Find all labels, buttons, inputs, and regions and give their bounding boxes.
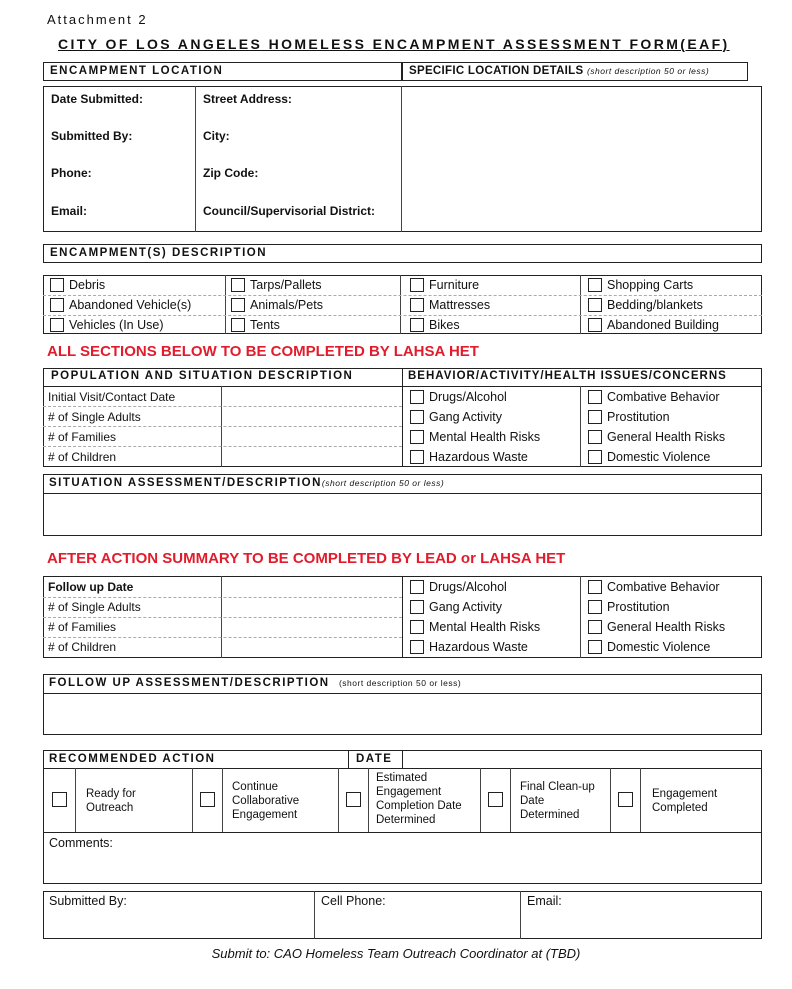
gang-option[interactable] — [410, 410, 502, 424]
vehicles-in-use-label: Vehicles (In Use) — [69, 318, 164, 332]
after-domestic-violence-label: Domestic Violence — [607, 640, 711, 654]
engagement-completed-checkbox[interactable] — [618, 792, 633, 807]
after-gang-label: Gang Activity — [429, 600, 502, 614]
estimated-line2: Engagement — [376, 786, 442, 798]
mental-health-option[interactable] — [410, 430, 540, 444]
after-domestic-violence-option[interactable] — [588, 640, 710, 654]
shopping-carts-option[interactable] — [588, 278, 693, 292]
hazardous-waste-label: Hazardous Waste — [429, 450, 528, 464]
tarps-option[interactable] — [231, 278, 322, 292]
domestic-violence-checkbox[interactable] — [588, 450, 602, 464]
prostitution-label: Prostitution — [607, 410, 670, 424]
animals-checkbox[interactable] — [231, 298, 245, 312]
mental-health-checkbox[interactable] — [410, 430, 424, 444]
debris-checkbox[interactable] — [50, 278, 64, 292]
location-details-note: (short description 50 or less) — [586, 66, 710, 76]
abandoned-building-option[interactable] — [588, 318, 719, 332]
after-combative-label: Combative Behavior — [607, 580, 720, 594]
combative-label: Combative Behavior — [607, 390, 720, 404]
final-cleanup-label — [520, 780, 595, 822]
bikes-checkbox[interactable] — [410, 318, 424, 332]
submitted-by-label: Submitted By: — [51, 129, 133, 143]
after-general-health-option[interactable] — [588, 620, 725, 634]
vehicles-in-use-checkbox[interactable] — [50, 318, 64, 332]
final-line3: Determined — [520, 809, 580, 821]
behavior-header: BEHAVIOR/ACTIVITY/HEALTH ISSUES/CONCERNS — [408, 370, 727, 382]
location-details-label: SPECIFIC LOCATION DETAILS — [409, 65, 584, 77]
email-label: Email: — [51, 204, 88, 218]
mattresses-label: Mattresses — [429, 298, 491, 312]
after-drugs-checkbox[interactable] — [410, 580, 424, 594]
followup-header-label: FOLLOW UP ASSESSMENT/DESCRIPTION — [49, 677, 330, 689]
after-mental-health-label: Mental Health Risks — [429, 620, 541, 634]
bedding-checkbox[interactable] — [588, 298, 602, 312]
after-combative-option[interactable] — [588, 580, 720, 594]
after-domestic-violence-checkbox[interactable] — [588, 640, 602, 654]
gang-label: Gang Activity — [429, 410, 502, 424]
footer-note: Submit to: CAO Homeless Team Outreach Coordinator at (TBD) — [211, 946, 581, 961]
estimated-completion-checkbox[interactable] — [346, 792, 361, 807]
mental-health-label: Mental Health Risks — [429, 430, 541, 444]
city-label: City: — [203, 129, 230, 143]
animals-label: Animals/Pets — [250, 298, 323, 312]
ready-outreach-line1: Ready for — [86, 788, 136, 800]
estimated-line1: Estimated — [376, 772, 428, 784]
estimated-line4: Determined — [376, 814, 436, 826]
after-gang-checkbox[interactable] — [410, 600, 424, 614]
location-header: ENCAMPMENT LOCATION — [43, 62, 402, 81]
single-adults-label: # of Single Adults — [48, 410, 141, 424]
tarps-label: Tarps/Pallets — [250, 278, 322, 292]
after-prostitution-label: Prostitution — [607, 600, 670, 614]
debris-option[interactable] — [50, 278, 105, 292]
completed-line1: Engagement — [652, 788, 718, 800]
after-hazardous-waste-label: Hazardous Waste — [429, 640, 528, 654]
date-submitted-label: Date Submitted: — [51, 92, 144, 106]
recommended-header: RECOMMENDED ACTION — [49, 753, 216, 765]
after-general-health-checkbox[interactable] — [588, 620, 602, 634]
abandoned-building-checkbox[interactable] — [588, 318, 602, 332]
comments-label: Comments: — [49, 836, 113, 850]
situation-header — [43, 475, 762, 493]
continue-line2: Collaborative — [232, 795, 300, 807]
form-title: CITY OF LOS ANGELES HOMELESS ENCAMPMENT ASSESSMENT FORM(EAF) — [58, 36, 730, 52]
shopping-carts-checkbox[interactable] — [588, 278, 602, 292]
continue-line3: Engagement — [232, 809, 298, 821]
drugs-checkbox[interactable] — [410, 390, 424, 404]
situation-header-label: SITUATION ASSESSMENT/DESCRIPTION — [49, 477, 322, 489]
combative-option[interactable] — [588, 390, 720, 404]
families-label: # of Families — [48, 430, 117, 444]
ready-outreach-checkbox[interactable] — [52, 792, 67, 807]
animals-option[interactable] — [231, 298, 323, 312]
shopping-carts-label: Shopping Carts — [607, 278, 694, 292]
domestic-violence-label: Domestic Violence — [607, 450, 711, 464]
combative-checkbox[interactable] — [588, 390, 602, 404]
debris-label: Debris — [69, 278, 106, 292]
tarps-checkbox[interactable] — [231, 278, 245, 292]
general-health-label: General Health Risks — [607, 430, 726, 444]
prostitution-option[interactable] — [588, 410, 670, 424]
after-families-label: # of Families — [48, 620, 117, 634]
estimated-completion-label — [376, 771, 462, 827]
drugs-label: Drugs/Alcohol — [429, 390, 507, 404]
continue-line1: Continue — [232, 781, 279, 793]
final-line1: Final Clean-up — [520, 781, 595, 793]
tents-option[interactable] — [231, 318, 280, 332]
description-header: ENCAMPMENT(S) DESCRIPTION — [43, 244, 762, 263]
hazardous-waste-option[interactable] — [410, 450, 528, 464]
after-general-health-label: General Health Risks — [607, 620, 726, 634]
follow-up-date-label: Follow up Date — [48, 580, 134, 594]
after-gang-option[interactable] — [410, 600, 502, 614]
population-header: POPULATION AND SITUATION DESCRIPTION — [51, 370, 354, 382]
bedding-option[interactable] — [588, 298, 703, 312]
gang-checkbox[interactable] — [410, 410, 424, 424]
after-mental-health-checkbox[interactable] — [410, 620, 424, 634]
furniture-checkbox[interactable] — [410, 278, 424, 292]
furniture-label: Furniture — [429, 278, 480, 292]
after-mental-health-option[interactable] — [410, 620, 540, 634]
general-health-checkbox[interactable] — [588, 430, 602, 444]
ready-outreach-line2: Outreach — [86, 802, 134, 814]
general-health-option[interactable] — [588, 430, 725, 444]
after-combative-checkbox[interactable] — [588, 580, 602, 594]
email-field[interactable]: Email: — [527, 894, 562, 908]
lahsa-section-heading: ALL SECTIONS BELOW TO BE COMPLETED BY LAHSA HET — [47, 343, 479, 360]
zip-code-label: Zip Code: — [203, 166, 259, 180]
after-hazardous-waste-option[interactable] — [410, 640, 528, 654]
after-prostitution-checkbox[interactable] — [588, 600, 602, 614]
continue-engagement-label — [232, 780, 299, 822]
submit-box — [43, 891, 762, 939]
estimated-line3: Completion Date — [376, 800, 462, 812]
attachment-label: Attachment 2 — [47, 12, 148, 27]
phone-label: Phone: — [51, 166, 92, 180]
vehicles-in-use-option[interactable] — [50, 318, 163, 332]
abandoned-building-label: Abandoned Building — [607, 318, 719, 332]
initial-visit-label: Initial Visit/Contact Date — [48, 390, 176, 404]
street-address-label: Street Address: — [203, 92, 292, 106]
after-hazardous-waste-checkbox[interactable] — [410, 640, 424, 654]
final-cleanup-checkbox[interactable] — [488, 792, 503, 807]
drugs-option[interactable] — [410, 390, 507, 404]
date-header: DATE — [356, 753, 393, 765]
bikes-label: Bikes — [429, 318, 460, 332]
tents-checkbox[interactable] — [231, 318, 245, 332]
abandoned-vehicle-checkbox[interactable] — [50, 298, 64, 312]
domestic-violence-option[interactable] — [588, 450, 710, 464]
engagement-completed-label — [652, 787, 717, 815]
mattresses-option[interactable] — [410, 298, 490, 312]
location-details-header — [402, 62, 748, 81]
after-single-adults-label: # of Single Adults — [48, 600, 141, 614]
abandoned-vehicle-option[interactable] — [50, 298, 191, 312]
submitted-by-field[interactable]: Submitted By: — [49, 894, 127, 908]
children-label: # of Children — [48, 450, 117, 464]
cell-phone-field[interactable]: Cell Phone: — [321, 894, 386, 908]
district-label: Council/Supervisorial District: — [203, 204, 376, 218]
after-drugs-label: Drugs/Alcohol — [429, 580, 507, 594]
furniture-option[interactable] — [410, 278, 479, 292]
followup-note: (short description 50 or less) — [338, 678, 462, 688]
situation-note: (short description 50 or less) — [321, 478, 445, 488]
bikes-option[interactable] — [410, 318, 460, 332]
completed-line2: Completed — [652, 802, 708, 814]
abandoned-vehicle-label: Abandoned Vehicle(s) — [69, 298, 192, 312]
location-box — [43, 86, 762, 232]
after-children-label: # of Children — [48, 640, 117, 654]
continue-engagement-checkbox[interactable] — [200, 792, 215, 807]
followup-header — [43, 675, 762, 693]
ready-outreach-label — [86, 787, 136, 815]
after-drugs-option[interactable] — [410, 580, 507, 594]
prostitution-checkbox[interactable] — [588, 410, 602, 424]
bedding-label: Bedding/blankets — [607, 298, 703, 312]
after-action-heading: AFTER ACTION SUMMARY TO BE COMPLETED BY LEAD or LAHSA HET — [47, 550, 566, 567]
after-prostitution-option[interactable] — [588, 600, 670, 614]
tents-label: Tents — [250, 318, 280, 332]
mattresses-checkbox[interactable] — [410, 298, 424, 312]
hazardous-waste-checkbox[interactable] — [410, 450, 424, 464]
final-line2: Date — [520, 795, 545, 807]
